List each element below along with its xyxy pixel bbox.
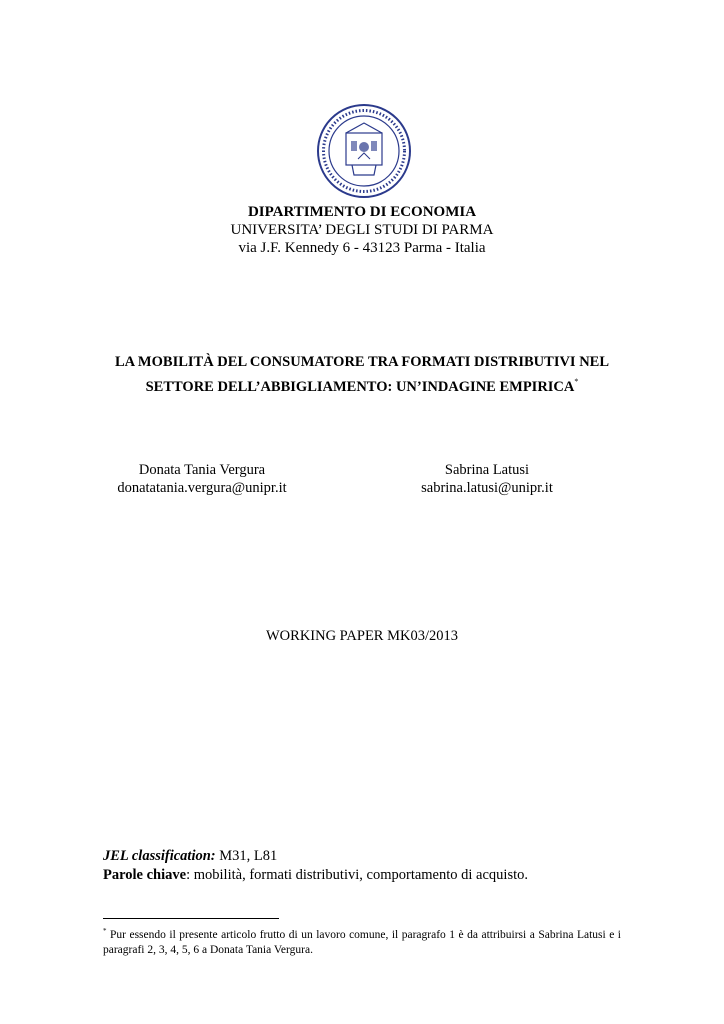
paper-title [0,353,724,397]
footnote-divider [103,918,279,919]
jel-value: M31, L81 [215,848,278,864]
author-1-name: Donata Tania Vergura [138,462,266,478]
keywords-value: : mobilità, formati distributivi, comportamento di acquisto. [186,867,528,883]
working-paper-number: WORKING PAPER MK03/2013 [265,628,458,644]
title-line-1: LA MOBILITÀ DEL CONSUMATORE TRA FORMATI DISTRIBUTIVI NEL [114,354,610,370]
university-seal-logo [316,103,412,199]
footnote-text: Pur essendo il presente articolo frutto di un lavoro comune, il paragrafo 1 è da attribuirsi a Sabrina Latusi e i paragrafi 2, 3, 4, 5, 6 a Donata Tania Vergura. [103,929,621,956]
footnote [103,924,621,958]
author-2-email: sabrina.latusi@unipr.it [421,480,553,496]
jel-label: JEL classification: [103,848,216,864]
author-2-name: Sabrina Latusi [444,462,530,478]
author-1 [100,461,304,497]
classification-block [103,847,528,885]
title-line-2: SETTORE DELL’ABBIGLIAMENTO: UN’INDAGINE EMPIRICA [145,379,575,395]
author-2 [408,461,566,497]
author-1-email: donatatania.vergura@unipr.it [117,480,287,496]
department-address: via J.F. Kennedy 6 - 43123 Parma - Italia [238,240,486,256]
department-name: DIPARTIMENTO DI ECONOMIA [247,204,477,220]
footnote-mark: * [103,927,107,935]
title-footnote-mark: * [574,377,579,386]
department-block [0,203,724,257]
university-name: UNIVERSITA’ DEGLI STUDI DI PARMA [230,222,494,238]
keywords-label: Parole chiave [103,867,187,883]
